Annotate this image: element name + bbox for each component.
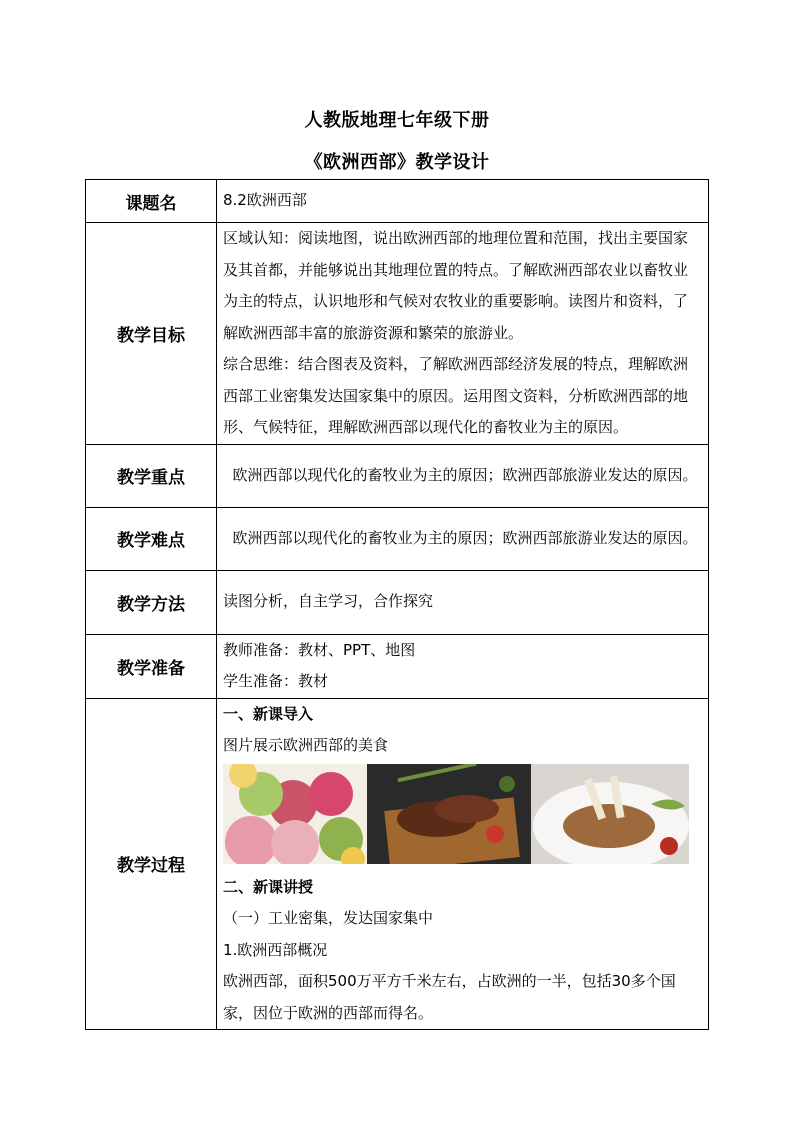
key-points-label: 教学重点 bbox=[86, 444, 217, 507]
row-process bbox=[86, 698, 709, 1030]
subsection-heading-1: （一）工业密集，发达国家集中 bbox=[223, 909, 434, 927]
row-difficult-points bbox=[86, 507, 709, 570]
row-goals bbox=[86, 223, 709, 445]
steak-photo bbox=[367, 764, 531, 864]
lesson-plan-table bbox=[85, 179, 709, 1030]
ice-cream-photo bbox=[223, 764, 367, 864]
method-label: 教学方法 bbox=[86, 570, 217, 634]
goals-paragraph-1: 区域认知：阅读地图，说出欧洲西部的地理位置和范围，找出主要国家及其首都，并能够说出其地理位置的特点。了解欧洲西部农业以畜牧业为主的特点，认识地形和气候对农牧业的重要影响。读图片和资料，了解欧洲西部丰富的旅游资源和繁荣的旅游业。 bbox=[223, 229, 689, 342]
preparation-label: 教学准备 bbox=[86, 634, 217, 698]
intro-text: 图片展示欧洲西部的美食 bbox=[223, 736, 389, 754]
overview-text: 欧洲西部，面积500万平方千米左右，占欧洲的一半，包括30多个国家，因位于欧洲的西部而得名。 bbox=[223, 972, 676, 1022]
method-value: 读图分析，自主学习，合作探究 bbox=[217, 570, 709, 634]
teacher-preparation: 教师准备：教材、PPT、地图 bbox=[223, 640, 416, 659]
lamb-chop-photo bbox=[531, 764, 689, 864]
section-heading-intro: 一、新课导入 bbox=[223, 704, 314, 723]
topic-value: 8.2欧洲西部 bbox=[217, 180, 709, 223]
row-topic bbox=[86, 180, 709, 223]
topic-label: 课题名 bbox=[86, 180, 217, 223]
subsection-heading-2: 1.欧洲西部概况 bbox=[223, 940, 328, 959]
preparation-content bbox=[217, 634, 709, 698]
student-preparation: 学生准备：教材 bbox=[223, 672, 329, 690]
document-title: 人教版地理七年级下册 bbox=[304, 110, 490, 131]
key-points-value: 欧洲西部以现代化的畜牧业为主的原因；欧洲西部旅游业发达的原因。 bbox=[217, 444, 709, 507]
section-heading-lecture: 二、新课讲授 bbox=[223, 877, 314, 896]
row-preparation bbox=[86, 634, 709, 698]
goals-paragraph-2: 综合思维：结合图表及资料，了解欧洲西部经济发展的特点，理解欧洲西部工业密集发达国家集中的原因。运用图文资料，分析欧洲西部的地形、气候特征，理解欧洲西部以现代化的畜牧业为主的原因。 bbox=[223, 355, 689, 436]
document-subtitle: 《欧洲西部》教学设计 bbox=[304, 152, 490, 173]
goals-content bbox=[217, 223, 709, 445]
row-key-points bbox=[86, 444, 709, 507]
goals-label: 教学目标 bbox=[86, 223, 217, 445]
process-label: 教学过程 bbox=[86, 698, 217, 1030]
difficult-points-label: 教学难点 bbox=[86, 507, 217, 570]
difficult-points-value: 欧洲西部以现代化的畜牧业为主的原因；欧洲西部旅游业发达的原因。 bbox=[217, 507, 709, 570]
row-method bbox=[86, 570, 709, 634]
food-photos bbox=[223, 764, 702, 864]
process-content bbox=[217, 698, 709, 1030]
